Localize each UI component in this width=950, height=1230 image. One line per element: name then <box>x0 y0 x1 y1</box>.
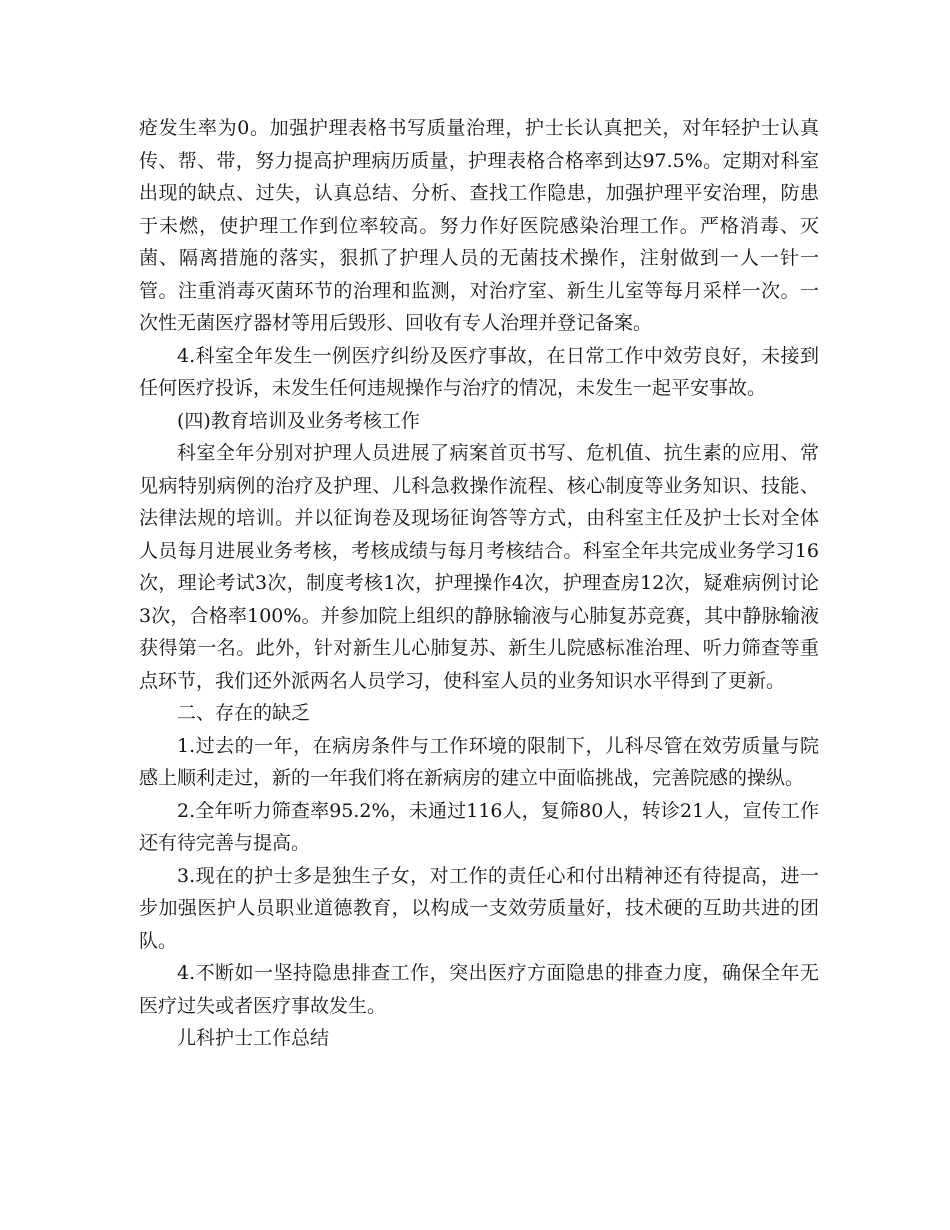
paragraph-training: 科室全年分别对护理人员进展了病案首页书写、危机值、抗生素的应用、常见病特别病例的治疗及护理、儿科急救操作流程、核心制度等业务知识、技能、法律法规的培训。并以征询卷及现场征询答等方式，由科室主任及护士长对全体人员每月进展业务考核，考核成绩与每月考核结合。科室全年共完成业务学习16次，理论考试3次，制度考核1次，护理操作4次，护理查房12次，疑难病例讨论3次，合格率100%。并参加院上组织的静脉输液与心肺复苏竞赛，其中静脉输液获得第一名。此外，针对新生儿心肺复苏、新生儿院感标准治理、听力筛查等重点环节，我们还外派两名人员学习，使科室人员的业务知识水平得到了更新。 <box>139 442 819 692</box>
section-heading-training: (四)教育培训及业务考核工作 <box>177 409 420 432</box>
section-heading-shortcomings: 二、存在的缺乏 <box>177 702 311 724</box>
paragraph-shortcoming-1: 1.过去的一年，在病房条件与工作环境的限制下，儿科尽管在效劳质量与院感上顺利走过，新的一年我们将在新病房的建立中面临挑战，完善院感的操纵。 <box>139 734 819 789</box>
paragraph-no-incidents: 4.科室全年发生一例医疗纠纷及医疗事故，在日常工作中效劳良好，未接到任何医疗投诉，未发生任何违规操作与治疗的情况，未发生一起平安事故。 <box>139 344 819 399</box>
next-document-title: 儿科护士工作总结 <box>177 1027 330 1049</box>
document-body <box>139 112 819 1055</box>
paragraph-shortcoming-2: 2.全年听力筛查率95.2%，未通过116人，复筛80人，转诊21人，宣传工作还有待完善与提高。 <box>139 799 819 854</box>
paragraph-infection-control: 疮发生率为0。加强护理表格书写质量治理，护士长认真把关，对年轻护士认真传、帮、带，努力提高护理病历质量，护理表格合格率到达97.5%。定期对科室出现的缺点、过失，认真总结、分析、查找工作隐患，加强护理平安治理，防患于未燃，使护理工作到位率较高。努力作好医院感染治理工作。严格消毒、灭菌、隔离措施的落实，狠抓了护理人员的无菌技术操作，注射做到一人一针一管。注重消毒灭菌环节的治理和监测，对治疗室、新生儿室等每月采样一次。一次性无菌医疗器材等用后毁形、回收有专人治理并登记备案。 <box>139 117 819 334</box>
paragraph-shortcoming-4: 4.不断如一坚持隐患排查工作，突出医疗方面隐患的排查力度，确保全年无医疗过失或者医疗事故发生。 <box>139 962 819 1017</box>
paragraph-shortcoming-3: 3.现在的护士多是独生子女，对工作的责任心和付出精神还有待提高，进一步加强医护人员职业道德教育，以构成一支效劳质量好，技术硬的互助共进的团队。 <box>139 864 819 952</box>
